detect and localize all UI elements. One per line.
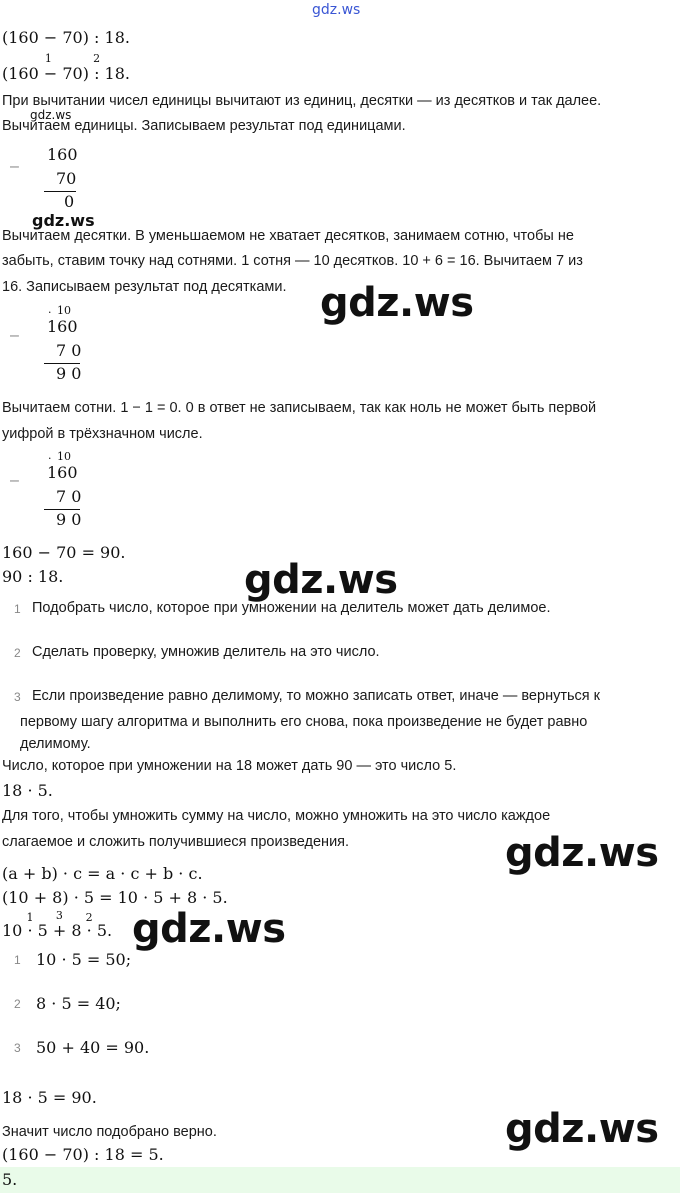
step-equation: 10 · 5 = 50; (36, 950, 132, 969)
column-subtrahend: 7 0 (56, 341, 82, 360)
expression-1: (160 − 70) : 18. (2, 28, 130, 47)
watermark-big: gdz.ws (244, 557, 398, 603)
column-subtrahend: 7 0 (56, 487, 82, 506)
borrow-dot: · (48, 452, 52, 465)
op-mult-2: 2 · (85, 911, 93, 940)
paragraph-line: слагаемое и сложить получившиеся произведения. (2, 834, 350, 850)
list-number: 2 (14, 997, 21, 1011)
column-result: 9 0 (56, 364, 82, 383)
paragraph-line: Вычитаем десятки. В уменьшаемом не хватает десятков, занимаем сотню, чтобы не (2, 228, 574, 244)
paragraph-line: При вычитании чисел единицы вычитают из единиц, десятки — из десятков и так далее. (2, 93, 602, 109)
equation: (160 − 70) : 18 = 5. (2, 1145, 164, 1164)
watermark-small: gdz.ws (30, 108, 72, 122)
watermark-top: gdz.ws (312, 2, 361, 18)
step-equation: 50 + 40 = 90. (36, 1038, 150, 1057)
watermark-big: gdz.ws (505, 1106, 659, 1152)
column-minus-sign: – (10, 472, 19, 489)
expr2-minus: 1 − (43, 52, 58, 83)
expression-ordered: 10 1 · 5 3 + 8 2 · 5. (2, 909, 113, 940)
expression-2 (2, 52, 130, 83)
op-mult-1: 1 · (26, 911, 34, 940)
answer-bar (0, 1167, 680, 1193)
column-minuend: 160 (47, 463, 78, 482)
order-mark-2: 2 (85, 911, 93, 924)
borrow-dot: · (48, 306, 52, 319)
op-plus: 3 + (52, 909, 67, 940)
order-mark-3: 3 (55, 909, 63, 922)
order-mark-1: 1 (44, 52, 52, 65)
equation: 160 − 70 = 90. (2, 543, 126, 562)
watermark-mid: gdz.ws (32, 211, 95, 230)
list-item: Если произведение равно делимому, то можно записать ответ, иначе — вернуться к (32, 688, 600, 704)
equation: 18 · 5. (2, 781, 53, 800)
paragraph-line: Вычитаем единицы. Записываем результат под единицами. (2, 118, 406, 134)
equation: (10 + 8) · 5 = 10 · 5 + 8 · 5. (2, 888, 228, 907)
borrow-tens: 10 (57, 304, 71, 317)
column-minuend: 160 (47, 317, 78, 336)
list-number: 2 (14, 646, 21, 660)
equation: 18 · 5 = 90. (2, 1088, 97, 1107)
paragraph-line: забыть, ставим точку над сотнями. 1 сотня — 10 десятков. 10 + 6 = 16. Вычитаем 7 из (2, 253, 583, 269)
column-subtrahend: 70 (56, 169, 77, 188)
watermark-big: gdz.ws (132, 906, 286, 952)
list-item-continuation: первому шагу алгоритма и выполнить его снова, пока произведение не будет равно (20, 714, 588, 730)
paragraph-line: Число, которое при умножении на 18 может дать 90 — это число 5. (2, 758, 457, 774)
column-minuend: 160 (47, 145, 78, 164)
watermark-big: gdz.ws (320, 280, 474, 326)
paragraph-line: Вычитаем сотни. 1 − 1 = 0. 0 в ответ не записываем, так как ноль не может быть первой (2, 400, 597, 416)
column-minus-sign: – (10, 327, 19, 344)
list-item-continuation: делимому. (20, 736, 91, 752)
formula: (a + b) · c = a · c + b · c. (2, 864, 203, 883)
expr2-part-a: (160 (2, 64, 44, 83)
borrow-tens: 10 (57, 450, 71, 463)
equation: 90 : 18. (2, 567, 64, 586)
list-item: Сделать проверку, умножив делитель на это число. (32, 644, 380, 660)
expr2-part-e: 18. (99, 64, 130, 83)
paragraph-line: 16. Записываем результат под десятками. (2, 279, 287, 295)
list-number: 1 (14, 953, 21, 967)
order-mark-2: 2 (93, 52, 101, 65)
paragraph-line: Для того, чтобы умножить сумму на число, можно умножить на это число каждое (2, 808, 551, 824)
list-number: 3 (14, 1041, 21, 1055)
column-result: 9 0 (56, 510, 82, 529)
expr2-colon: 2 : (93, 52, 101, 83)
list-number: 3 (14, 690, 21, 704)
paragraph-line: уифрой в трёхзначном числе. (2, 426, 203, 442)
column-result: 0 (64, 192, 75, 211)
final-answer: 5. (2, 1170, 18, 1189)
list-item: Подобрать число, которое при умножении на делитель может дать делимое. (32, 600, 551, 616)
column-minus-sign: – (10, 158, 19, 175)
expr2-part-c: 70) (57, 64, 95, 83)
order-mark-1: 1 (26, 911, 34, 924)
list-number: 1 (14, 602, 21, 616)
step-equation: 8 · 5 = 40; (36, 994, 121, 1013)
watermark-big: gdz.ws (505, 830, 659, 876)
paragraph-line: Значит число подобрано верно. (2, 1124, 217, 1140)
